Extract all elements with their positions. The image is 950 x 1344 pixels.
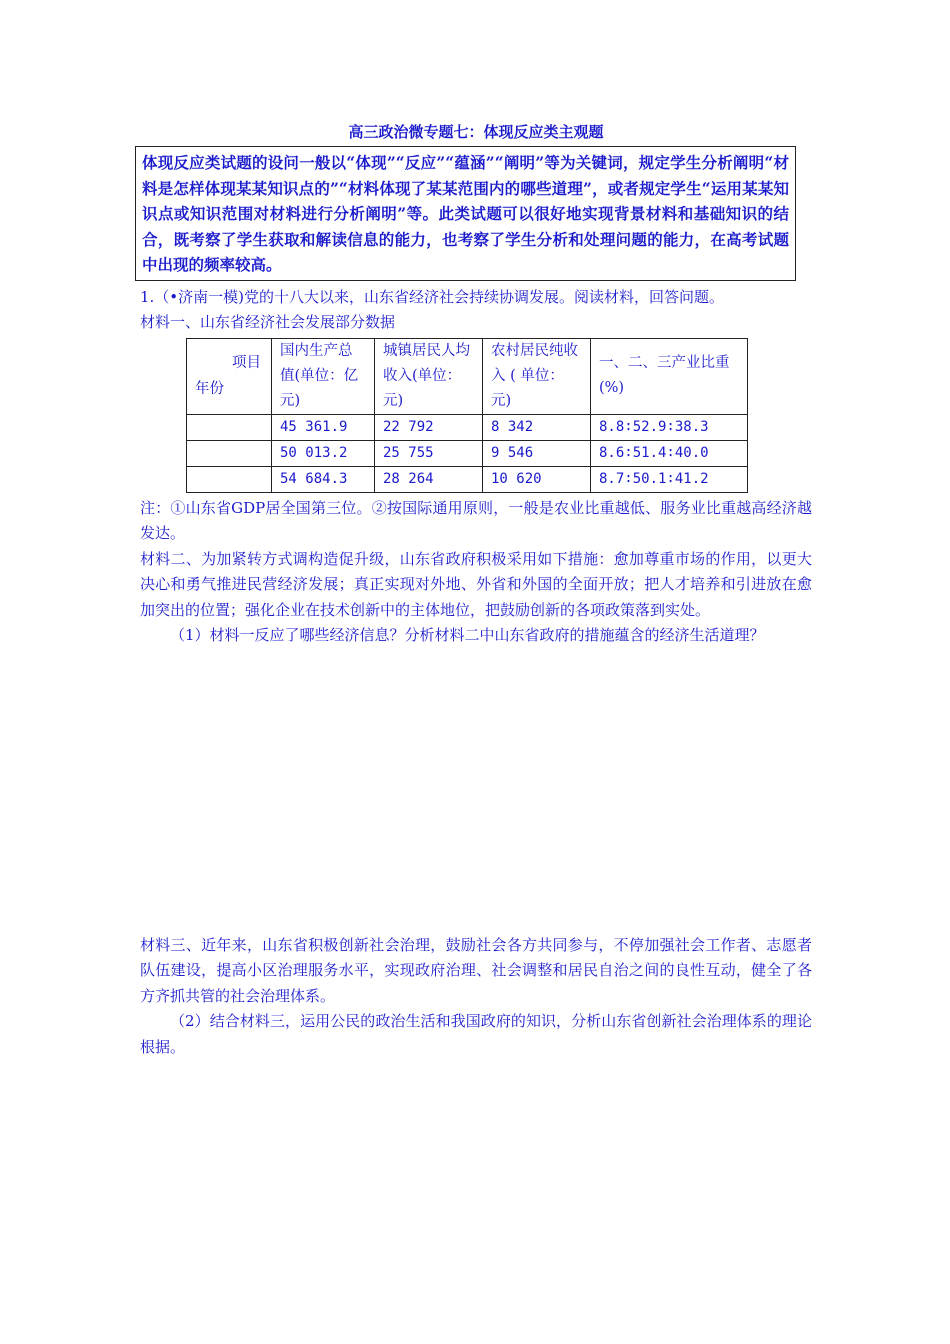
material-2: 材料二、为加紧转方式调构造促升级，山东省政府积极采用如下措施：愈加尊重市场的作用，以更大决心和勇气推进民营经济发展；真正实现对外地、外省和外国的全面开放；把人才培养和引进放在愈加突出的位置；强化企业在技术创新中的主体地位，把鼓励创新的各项政策落到实处。 [140, 549, 812, 619]
table-header-industry-ratio: 一、二、三产业比重(%) [591, 338, 748, 414]
table-cell-ratio: 8.7∶50.1∶41.2 [591, 466, 748, 492]
table-row [187, 414, 748, 440]
material-3: 材料三、近年来，山东省积极创新社会治理，鼓励社会各方共同参与，不停加强社会工作者、志愿者队伍建设，提高小区治理服务水平，实现政府治理、社会调整和居民自治之间的良性互动，健全了各方齐抓共管的社会治理体系。 [140, 935, 812, 1005]
question-1-part-1: （1）材料一反应了哪些经济信息？分析材料二中山东省政府的措施蕴含的经济生活道理？ [170, 626, 765, 644]
table-cell-year [187, 440, 272, 466]
intro-box: 体现反应类试题的设问一般以“体现”“反应”“蕴涵”“阐明”等为关键词，规定学生分析阐明“材料是怎样体现某某知识点的”“材料体现了某某范围内的哪些道理”，或者规定学生“运用某某知识点或知识范围对材料进行分析阐明”等。此类试题可以很好地实现背景材料和基础知识的结合，既考察了学生获取和解读信息的能力，也考察了学生分析和处理问题的能力，在高考试题中出现的频率较高。 [135, 146, 796, 281]
table-cell-rural: 8 342 [483, 414, 591, 440]
economic-data-table [186, 338, 748, 493]
table-cell-urban: 28 264 [375, 466, 483, 492]
table-row [187, 440, 748, 466]
table-cell-ratio: 8.6∶51.4∶40.0 [591, 440, 748, 466]
table-cell-year [187, 466, 272, 492]
table-header-gdp: 国内生产总值(单位：亿元) [272, 338, 375, 414]
table-cell-rural: 10 620 [483, 466, 591, 492]
table-cell-gdp: 45 361.9 [272, 414, 375, 440]
table-header-rural-income: 农村居民纯收 入 ( 单位：元) [483, 338, 591, 414]
answer-space-1 [140, 649, 812, 933]
question-1-part-2: （2）结合材料三，运用公民的政治生活和我国政府的知识，分析山东省创新社会治理体系的理论根据。 [140, 1012, 812, 1056]
table-cell-gdp: 54 684.3 [272, 466, 375, 492]
question-1-intro: 1.（•济南一模)党的十八大以来，山东省经济社会持续协调发展。阅读材料，回答问题。 [140, 287, 725, 306]
table-cell-gdp: 50 013.2 [272, 440, 375, 466]
table-header-urban-income: 城镇居民人均收入(单位：元) [375, 338, 483, 414]
table-cell-urban: 25 755 [375, 440, 483, 466]
table-cell-urban: 22 792 [375, 414, 483, 440]
table-cell-ratio: 8.8∶52.9∶38.3 [591, 414, 748, 440]
table-row [187, 466, 748, 492]
document-page [140, 118, 812, 1320]
material-1-title: 材料一、山东省经济社会发展部分数据 [140, 313, 396, 331]
answer-space-2 [140, 1060, 812, 1320]
corner-label-year: 年份 [195, 380, 224, 397]
table-cell-year [187, 414, 272, 440]
page-title: 高三政治微专题七：体现反应类主观题 [348, 123, 604, 141]
table-header-row [187, 338, 748, 414]
table-corner-cell [187, 338, 272, 414]
corner-label-item: 项目 [232, 354, 261, 371]
table-note: 注：①山东省GDP居全国第三位。②按国际通用原则，一般是农业比重越低、服务业比重越高经济越发达。 [140, 498, 812, 542]
table-cell-rural: 9 546 [483, 440, 591, 466]
